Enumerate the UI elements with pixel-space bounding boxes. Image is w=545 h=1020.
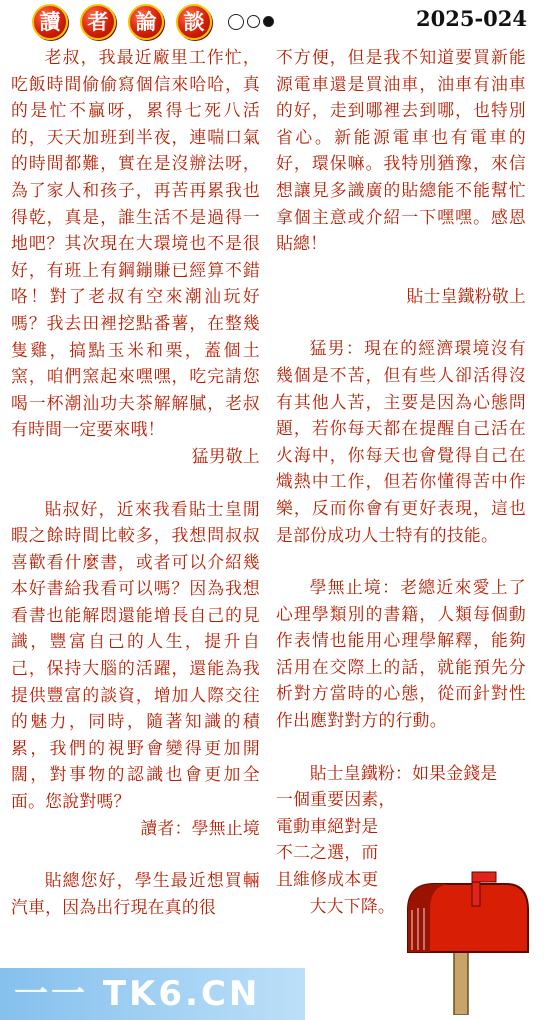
reply-paragraph: 猛男：現在的經濟環境沒有幾個是不苦，但有些人卻活得沒有其他人苦，主要是因為心態問題，若你每天都在提醒自己活在火海中，你每天也會覺得自己在熾熱中工作，但若你懂得苦中作樂，反而你會有更好表現，這也是部份成功人士特有的技能。 — [276, 338, 526, 545]
title-badge-3: 論 — [128, 4, 164, 40]
watermark-text: TK6.CN — [102, 974, 261, 1014]
mailbox-icon — [402, 870, 530, 1015]
reply-line: 一個重要因素， — [276, 789, 396, 810]
reply-line: 不二之選，而 — [276, 842, 379, 863]
filled-circle-icon — [263, 16, 274, 27]
circle-icon — [247, 15, 260, 28]
reply-line: 大大下降。 — [309, 895, 396, 916]
letter-paragraph: 貼叔好，近來我看貼士皇閒暇之餘時間比較多，我想問叔叔喜歡看什麼書，或者可以介紹幾本好書給我看可以嗎？因為我想看書也能解悶還能增長自己的見識，豐富自己的人生，提升自己，保持大腦的活躍，還能為我提供豐富的談資，增加人際交往的魅力，同時，隨著知識的積累，我們的視野會變得更加開闊，對事物的認識也會更加全面。您說對嗎？ — [11, 498, 260, 812]
reply-paragraph: 學無止境：老總近來愛上了心理學類別的書籍，人類每個動作表情也能用心理學解釋，能夠活用在交際上的話，就能預先分析對方當時的心態，從而針對性作出應對對方的行動。 — [276, 577, 526, 731]
watermark-logo — [0, 968, 305, 1020]
letter-signature: 讀者：學無止境 — [140, 817, 260, 838]
reply-line: 電動車絕對是 — [276, 815, 379, 836]
title-badge-1: 讀 — [32, 4, 68, 40]
reply-line: 且維修成本更 — [276, 869, 379, 890]
issue-number: 2025-024 — [416, 6, 527, 31]
letter-paragraph: 老叔，我最近廠里工作忙，吃飯時間偷偷寫個信來哈哈，真的是忙不贏呀，累得七死八活的，天天加班到半夜，連喘口氣的時間都難，實在是沒辦法呀，為了家人和孩子，再苦再累我也得乾，真是，誰生活不是過得一地吧？其次現在大環境也不是很好，有班上有鋼鏰賺已經算不錯咯！對了老叔有空來潮汕玩好嗎？我去田裡挖點番薯，在整幾隻雞，搞點玉米和栗，蓋個土窯，咱們窯起來嘿嘿，吃完請您喝一杯潮汕功夫茶解解膩，老叔有時間一定要來哦！ — [11, 47, 260, 440]
letter-signature: 猛男敬上 — [191, 445, 260, 466]
letter-signature: 貼士皇鐵粉敬上 — [406, 285, 526, 306]
decorative-dots — [228, 11, 277, 30]
title-badge-4: 談 — [176, 4, 212, 40]
title-badge-2: 者 — [80, 4, 116, 40]
letter-paragraph: 貼總您好，學生最近想買輛汽車，因為出行現在真的很 — [11, 870, 260, 917]
left-column — [11, 44, 260, 920]
reply-paragraph: 貼士皇鐵粉：如果金錢是 — [309, 762, 498, 783]
circle-icon — [228, 14, 244, 30]
logo-mark-icon: 一一 — [14, 974, 103, 1014]
right-column — [276, 44, 526, 919]
header — [0, 0, 545, 40]
letter-paragraph: 不方便，但是我不知道要買新能源電車還是買油車，油車有油車的好，走到哪裡去到哪，也特別省心。新能源電車也有電車的好，環保嘛。我特別猶豫，來信想讓見多識廣的貼總能不能幫忙拿個主意或介紹一下嘿嘿。感恩貼總！ — [276, 47, 526, 254]
